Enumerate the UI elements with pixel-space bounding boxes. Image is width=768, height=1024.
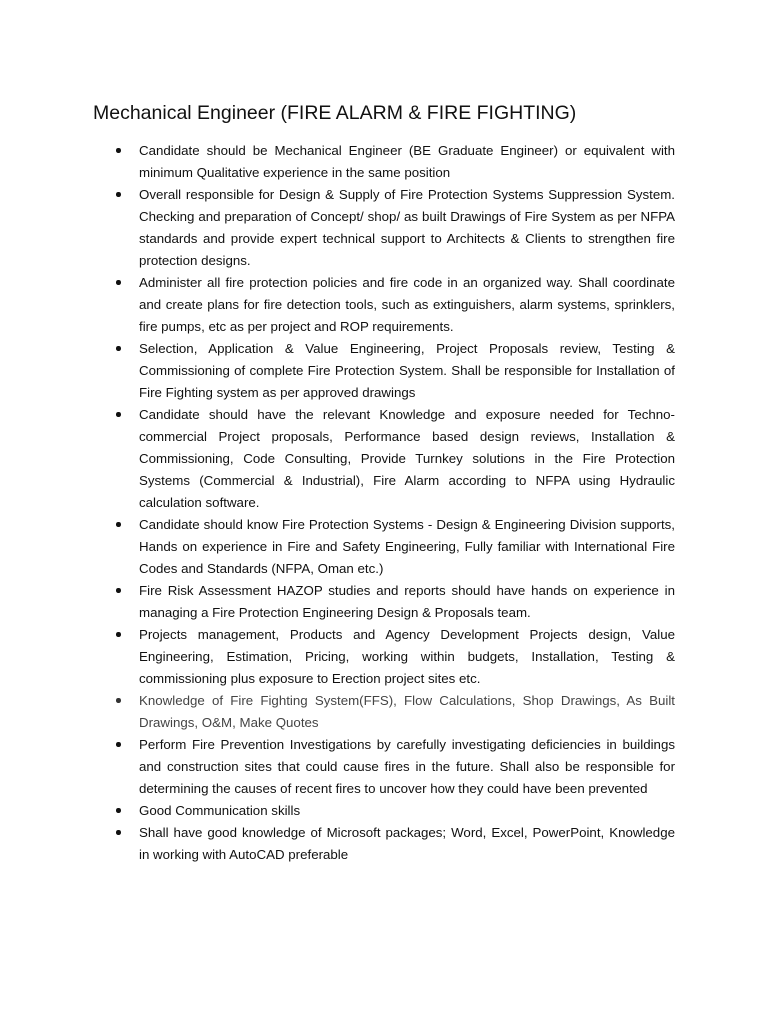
bullet-icon bbox=[116, 192, 121, 197]
list-item-line: determining the causes of recent fires to uncover how they could have been prevented bbox=[139, 781, 648, 796]
list-item-line: Selection, Application & Value Engineering, Project Proposals review, Testing & bbox=[139, 341, 675, 356]
list-item-line: Projects management, Products and Agency Development Projects design, Value bbox=[139, 627, 675, 642]
list-item bbox=[0, 624, 675, 690]
list-item-line: commercial Project proposals, Performance based design reviews, Installation & bbox=[139, 429, 675, 444]
list-item-line: calculation software. bbox=[139, 495, 260, 510]
list-item-line: Checking and preparation of Concept/ shop/ as built Drawings of Fire System as per NFPA bbox=[139, 209, 675, 224]
list-item-line: Engineering, Estimation, Pricing, working within budgets, Installation, Testing & bbox=[139, 649, 675, 664]
list-item-line: minimum Qualitative experience in the same position bbox=[139, 165, 451, 180]
bullet-icon bbox=[116, 412, 121, 417]
list-item-line: Knowledge of Fire Fighting System(FFS), Flow Calculations, Shop Drawings, As Built bbox=[139, 693, 675, 708]
list-item-line: Administer all fire protection policies and fire code in an organized way. Shall coordinate bbox=[139, 275, 675, 290]
list-item-line: Perform Fire Prevention Investigations by carefully investigating deficiencies in buildings bbox=[139, 737, 675, 752]
bullet-icon bbox=[116, 698, 121, 703]
list-item-line: Fire Fighting system as per approved drawings bbox=[139, 385, 416, 400]
list-item bbox=[0, 822, 675, 866]
list-item-line: Overall responsible for Design & Supply of Fire Protection Systems Suppression System. bbox=[139, 187, 675, 202]
bullet-icon bbox=[116, 346, 121, 351]
list-item-line: Systems (Commercial & Industrial), Fire Alarm according to NFPA using Hydraulic bbox=[139, 473, 675, 488]
list-item-line: and construction sites that could cause fires in the future. Shall also be responsible for bbox=[139, 759, 675, 774]
list-item bbox=[0, 580, 675, 624]
requirements-list bbox=[0, 140, 768, 866]
list-item-line: Fire Risk Assessment HAZOP studies and reports should have hands on experience in bbox=[139, 583, 675, 598]
bullet-icon bbox=[116, 148, 121, 153]
list-item bbox=[0, 734, 675, 800]
bullet-icon bbox=[116, 808, 121, 813]
list-item-line: protection designs. bbox=[139, 253, 251, 268]
bullet-icon bbox=[116, 522, 121, 527]
list-item-line: commissioning plus exposure to Erection project sites etc. bbox=[139, 671, 481, 686]
list-item-line: Hands on experience in Fire and Safety Engineering, Fully familiar with International Fire bbox=[139, 539, 675, 554]
list-item bbox=[0, 338, 675, 404]
bullet-icon bbox=[116, 588, 121, 593]
list-item bbox=[0, 184, 675, 272]
list-item bbox=[0, 140, 675, 184]
page-title: Mechanical Engineer (FIRE ALARM & FIRE FIGHTING) bbox=[93, 102, 577, 124]
list-item-line: Candidate should have the relevant Knowledge and exposure needed for Techno- bbox=[139, 407, 675, 422]
list-item-line: Commissioning, Code Consulting, Provide Turnkey solutions in the Fire Protection bbox=[139, 451, 675, 466]
list-item-line: Drawings, O&M, Make Quotes bbox=[139, 715, 319, 730]
list-item-line: Codes and Standards (NFPA, Oman etc.) bbox=[139, 561, 384, 576]
bullet-icon bbox=[116, 280, 121, 285]
list-item-line: managing a Fire Protection Engineering Design & Proposals team. bbox=[139, 605, 531, 620]
bullet-icon bbox=[116, 742, 121, 747]
list-item bbox=[0, 690, 675, 734]
bullet-icon bbox=[116, 632, 121, 637]
list-item-line: Good Communication skills bbox=[139, 803, 301, 818]
list-item bbox=[0, 514, 675, 580]
list-item bbox=[0, 800, 675, 822]
list-item bbox=[0, 272, 675, 338]
list-item bbox=[0, 404, 675, 514]
bullet-icon bbox=[116, 830, 121, 835]
list-item-line: Candidate should be Mechanical Engineer (BE Graduate Engineer) or equivalent with bbox=[139, 143, 675, 158]
list-item-line: Commissioning of complete Fire Protection System. Shall be responsible for Installation of bbox=[139, 363, 675, 378]
list-item-line: and create plans for fire detection tools, such as extinguishers, alarm systems, sprinklers, bbox=[139, 297, 675, 312]
list-item-line: in working with AutoCAD preferable bbox=[139, 847, 349, 862]
list-item-line: fire pumps, etc as per project and ROP requirements. bbox=[139, 319, 454, 334]
list-item-line: standards and provide expert technical support to Architects & Clients to strengthen fire bbox=[139, 231, 675, 246]
list-item-line: Shall have good knowledge of Microsoft packages; Word, Excel, PowerPoint, Knowledge bbox=[139, 825, 675, 840]
list-item-line: Candidate should know Fire Protection Systems - Design & Engineering Division supports, bbox=[139, 517, 675, 532]
